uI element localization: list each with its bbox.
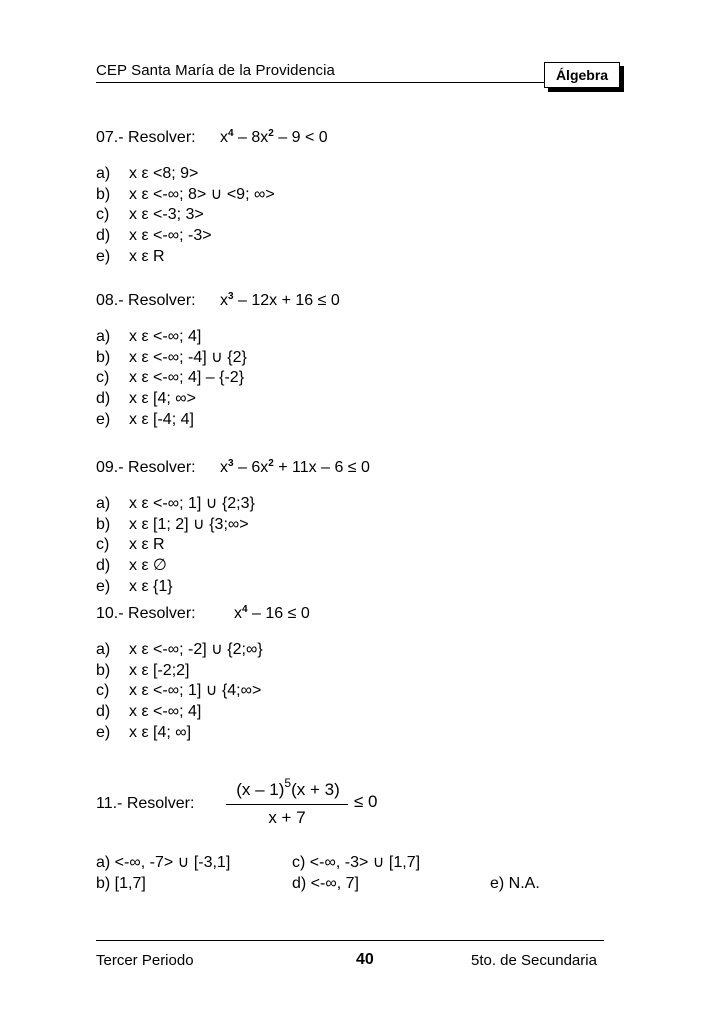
option-letter: c) — [96, 206, 110, 224]
option-letter: d) — [96, 227, 111, 245]
option-a — [96, 640, 616, 661]
option-b: b) [1,7] — [96, 875, 146, 892]
footer-divider — [96, 940, 604, 941]
answer-options — [96, 164, 616, 267]
problem-statement — [96, 289, 616, 313]
option-letter: a) — [96, 641, 111, 658]
option-a — [96, 164, 616, 185]
option-d — [96, 702, 616, 723]
option-c — [96, 368, 616, 389]
answer-options — [96, 494, 616, 597]
subject-badge: Álgebra — [544, 62, 620, 88]
option-c — [96, 681, 616, 702]
option-letter: d) — [96, 390, 111, 408]
option-text: x ε R — [129, 536, 165, 554]
option-text: x ε <8; 9> — [129, 165, 199, 182]
expression-text: – 8x — [233, 129, 269, 146]
option-letter: c) — [96, 682, 110, 700]
exponent: 2 — [268, 128, 274, 139]
numerator-exponent: 5 — [284, 776, 292, 790]
option-letter: b) — [96, 185, 111, 203]
option-text: x ε <-∞; 1] ∪ {4;∞> — [129, 682, 262, 700]
exponent: 3 — [228, 458, 234, 469]
problem-expression — [220, 289, 340, 313]
expression-text: – 12x + 16 ≤ 0 — [233, 292, 340, 309]
option-e — [96, 247, 616, 268]
numerator-factor: (x + 3) — [291, 780, 340, 799]
problem-label: 09.- Resolver: — [96, 459, 196, 476]
problem-statement — [96, 456, 616, 480]
options-row — [96, 873, 616, 894]
option-b — [96, 348, 616, 369]
option-letter: d) — [96, 703, 111, 721]
problem-expression — [220, 126, 328, 150]
option-letter: d) — [96, 557, 111, 575]
option-d — [96, 226, 616, 247]
option-text: x ε <-∞; 4] — [129, 703, 202, 721]
option-letter: e) — [96, 247, 111, 265]
option-text: x ε [-4; 4] — [129, 410, 194, 428]
problem-expression — [220, 456, 370, 480]
fraction-bar — [226, 804, 348, 805]
option-letter: b) — [96, 515, 111, 533]
option-text: x ε ∅ — [129, 557, 167, 575]
option-letter: c) — [96, 536, 110, 554]
header-divider — [96, 82, 616, 83]
problem-label: 07.- Resolver: — [96, 129, 196, 146]
option-a — [96, 494, 616, 515]
problem-expression — [234, 602, 310, 626]
problem-label: 10.- Resolver: — [96, 605, 196, 622]
page-header — [96, 60, 616, 92]
answer-options — [96, 640, 616, 743]
option-letter: a) — [96, 495, 111, 512]
exponent: 4 — [228, 128, 234, 139]
problem-statement — [96, 602, 616, 626]
expression-text: x — [234, 605, 242, 622]
option-letter: b) — [96, 348, 111, 366]
option-letter: b) — [96, 661, 111, 679]
expression-text: x — [220, 459, 228, 476]
expression-text: x — [220, 292, 228, 309]
grade-label: 5to. de Secundaria — [471, 952, 597, 969]
problem-label: 08.- Resolver: — [96, 292, 196, 309]
problem-11 — [96, 776, 616, 840]
term-label: Tercer Periodo — [96, 952, 194, 969]
option-text: x ε {1} — [129, 577, 173, 595]
option-text: x ε [1; 2] ∪ {3;∞> — [129, 515, 249, 533]
option-text: x ε <-3; 3> — [129, 206, 204, 224]
option-a: a) <-∞, -7> ∪ [-3,1] — [96, 854, 231, 871]
option-letter: a) — [96, 328, 111, 345]
option-text: x ε <-∞; -3> — [129, 227, 212, 245]
exponent: 3 — [228, 291, 234, 302]
option-text: x ε [4; ∞> — [129, 390, 197, 408]
option-text: x ε [-2;2] — [129, 661, 190, 679]
fraction-numerator — [228, 776, 348, 800]
option-letter: e) — [96, 723, 111, 741]
numerator-factor: (x – 1) — [236, 780, 285, 799]
fraction-relation: ≤ 0 — [354, 792, 378, 811]
fraction-denominator: x + 7 — [268, 808, 306, 827]
option-letter: e) — [96, 577, 111, 595]
problem-7 — [96, 126, 616, 267]
option-text: x ε <-∞; 8> ∪ <9; ∞> — [129, 185, 275, 203]
problem-8 — [96, 289, 616, 430]
option-c — [96, 205, 616, 226]
option-e — [96, 577, 616, 598]
option-letter: e) — [96, 410, 111, 428]
option-e — [96, 410, 616, 431]
page-footer — [96, 940, 616, 980]
option-text: x ε [4; ∞] — [129, 723, 192, 741]
option-b — [96, 661, 616, 682]
expression-text: – 16 ≤ 0 — [247, 605, 310, 622]
option-text: x ε <-∞; -2] ∪ {2;∞} — [129, 641, 263, 658]
option-letter: c) — [96, 369, 110, 387]
option-b — [96, 185, 616, 206]
expression-text: + 11x – 6 ≤ 0 — [273, 459, 370, 476]
options-row — [96, 852, 616, 873]
option-text: x ε R — [129, 247, 165, 265]
option-c — [96, 535, 616, 556]
option-c: c) <-∞, -3> ∪ [1,7] — [292, 854, 421, 871]
option-e: e) N.A. — [490, 875, 540, 892]
option-d: d) <-∞, 7] — [292, 875, 359, 892]
option-a — [96, 327, 616, 348]
option-d — [96, 389, 616, 410]
option-letter: a) — [96, 165, 111, 182]
expression-text: – 6x — [233, 459, 269, 476]
problem-statement — [96, 126, 616, 150]
school-name: CEP Santa María de la Providencia — [96, 62, 335, 79]
option-b — [96, 515, 616, 536]
problem-label: 11.- Resolver: — [96, 795, 195, 812]
exponent: 2 — [268, 458, 274, 469]
option-d — [96, 556, 616, 577]
expression-text: x — [220, 129, 228, 146]
problem-11-options — [96, 852, 616, 894]
answer-options — [96, 327, 616, 430]
page-number: 40 — [356, 951, 374, 968]
expression-text: – 9 < 0 — [273, 129, 328, 146]
problem-10 — [96, 602, 616, 743]
option-text: x ε <-∞; 4] — [129, 328, 202, 345]
option-text: x ε <-∞; -4] ∪ {2} — [129, 348, 247, 366]
option-text: x ε <-∞; 1] ∪ {2;3} — [129, 495, 255, 512]
option-text: x ε <-∞; 4] – {-2} — [129, 369, 245, 387]
option-e — [96, 723, 616, 744]
exponent: 4 — [242, 604, 248, 615]
problem-9 — [96, 456, 616, 597]
